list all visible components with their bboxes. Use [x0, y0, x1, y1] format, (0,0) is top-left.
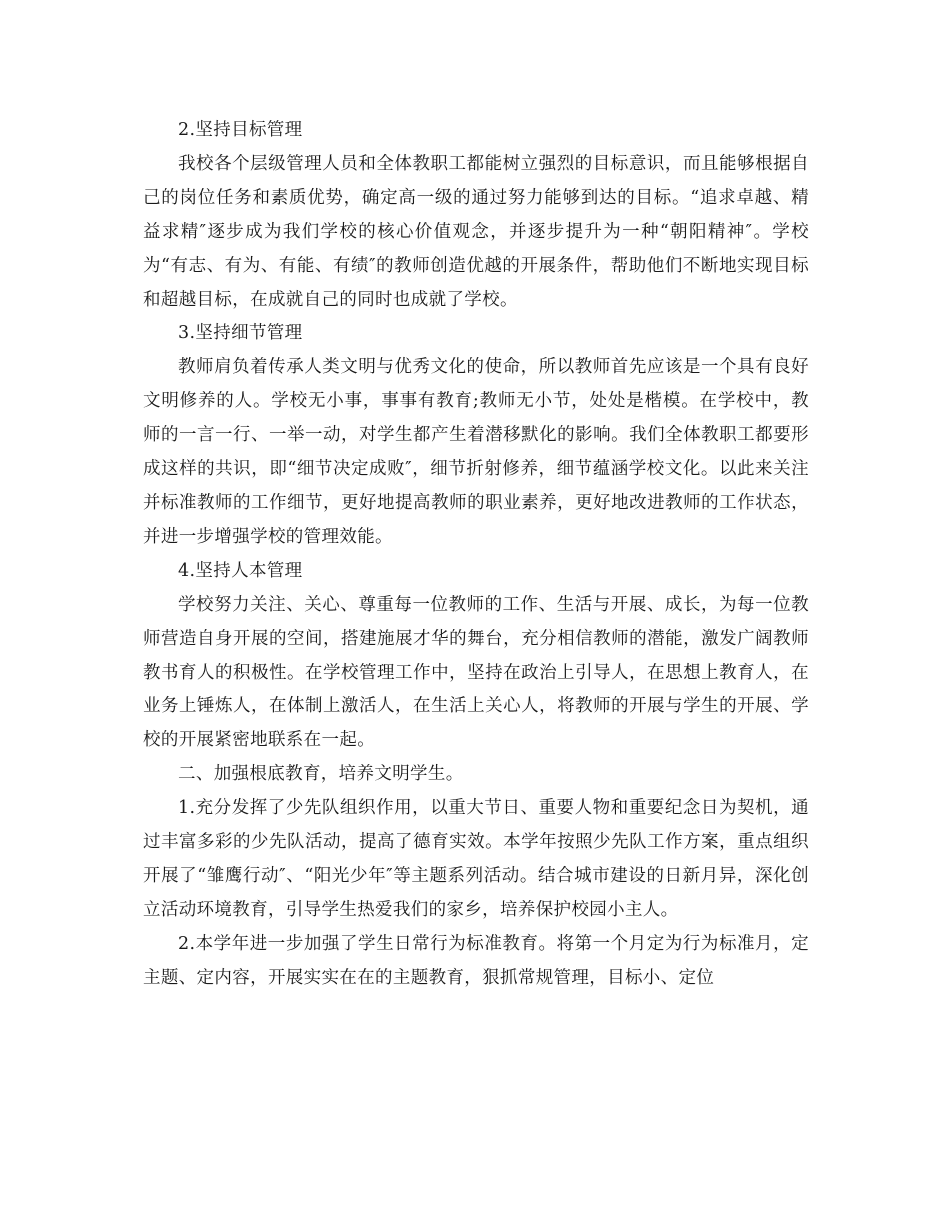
paragraph-goal-management: 我校各个层级管理人员和全体教职工都能树立强烈的目标意识，而且能够根据自己的岗位任务和素质优势，确定高一级的通过努力能够到达的目标。“追求卓越、精益求精″逐步成为我们学校的核心价值观念，并逐步提升为一种“朝阳精神″。学校为“有志、有为、有能、有绩″的教师创造优越的开展条件，帮助他们不断地实现目标和超越目标，在成就自己的同时也成就了学校。 — [143, 153, 809, 310]
paragraph-young-pioneers: 1.充分发挥了少先队组织作用，以重大节日、重要人物和重要纪念日为契机，通过丰富多彩的少先队活动，提高了德育实效。本学年按照少先队工作方案，重点组织开展了“雏鹰行动″、“阳光少年″等主题系列活动。结合城市建设的日新月异，深化创立活动环境教育，引导学生热爱我们的家乡，培养保护校园小主人。 — [143, 798, 809, 920]
paragraph-detail-management: 教师肩负着传承人类文明与优秀文化的使命，所以教师首先应该是一个具有良好文明修养的人。学校无小事，事事有教育;教师无小节，处处是楷模。在学校中，教师的一言一行、一举一动，对学生都产生着潜移默化的影响。我们全体教职工都要形成这样的共识，即“细节决定成败″，细节折射修养，细节蕴涵学校文化。以此来关注并标准教师的工作细节，更好地提高教师的职业素养，更好地改进教师的工作状态，并进一步增强学校的管理效能。 — [143, 357, 809, 547]
document-body — [143, 114, 809, 996]
paragraph-people-oriented-management: 学校努力关注、关心、尊重每一位教师的工作、生活与开展、成长，为每一位教师营造自身开展的空间，搭建施展才华的舞台，充分相信教师的潜能，激发广阔教师教书育人的积极性。在学校管理工作中，坚持在政治上引导人，在思想上教育人，在业务上锤炼人，在体制上激活人，在生活上关心人，将教师的开展与学生的开展、学校的开展紧密地联系在一起。 — [143, 594, 809, 751]
section-heading-goal-management: 2.坚持目标管理 — [178, 120, 303, 140]
section-heading-detail-management: 3.坚持细节管理 — [178, 323, 303, 344]
paragraph-behavior-standards: 2.本学年进一步加强了学生日常行为标准教育。将第一个月定为行为标准月，定主题、定内容，开展实实在在的主题教育，狠抓常规管理，目标小、定位 — [143, 933, 809, 988]
section-heading-people-oriented-management: 4.坚持人本管理 — [178, 560, 303, 581]
section-heading-basic-education: 二、加强根底教育，培养文明学生。 — [178, 764, 464, 785]
